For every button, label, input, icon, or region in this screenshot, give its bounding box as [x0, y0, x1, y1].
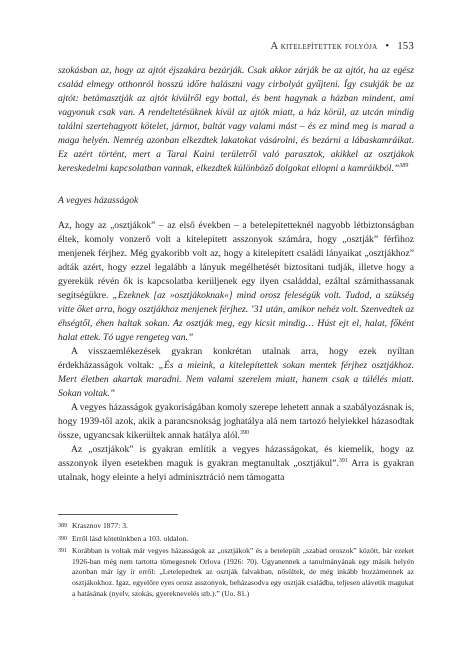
footnote [58, 546, 414, 599]
paragraph-text: Az, hogy az „osztjákok” – az első években – a betelepítetteknél nagyobb létbiztonságban éltek, komoly vonzerő volt a kitelepített asszonyok számára, hogy „osztják” férfihoz menjenek férjhez. Még gyakoribb volt az, hogy a kitelepített családi lányaikat „osztjákhoz” adták azért, hogy ezzel legalább a lányuk megélhetését biztosítani tudják, illetve hogy a gyerekük révén ők is kapcsolatba kerüljenek egy ilyen családdal, ezáltal számíthassanak segítségükre. [58, 220, 414, 301]
inline-quote: „Ezeknek [az »osztjákoknak«] mind orosz feleségük volt. Tudod, a szükség vitte őket arra, hogy osztjákhoz menjenek férjhez. ’31 után, amikor nehéz volt. Szenvedtek az éhségtől, éhen haltak sokan. Az osztják meg, egy kicsit mindig… Húst ejt el, halat, főként halat ettek. Tó ugye rengeteg van.” [58, 290, 415, 343]
paragraph [58, 443, 414, 485]
paragraph [58, 401, 414, 443]
footnote-ref: 389 [399, 162, 409, 169]
opening-quote-text: szokásban az, hogy az ajtót éjszakára bezárják. Csak akkor zárják be az ajtót, ha az egész család elmegy otthonról hosszú időre halászni vagy cirbolyát gyűjteni. Így csukják be az ajtót: betámasztják az ajtót kívülről egy bottal, és bent hagynak a házban mindent, ami vagyonuk csak van. A rendeltetésüknek kívül az ajtók miatt, a ház körül, az utcán mindig találni szertehagyott kötelet, jármot, baltát vagy valami mást – és ez mind meg is marad a maga helyén. Nemrég azonban elkezdtek lakatokat vásárolni, és bezárni a lábaskamráikat. Ez azért történt, mert a Tarai Kaini területről való parasztok, akikkel az osztjákok kereskedelmi kapcsolatban vannak, elkezdtek különböző dolgokat ellopni a kamráikból.” [58, 65, 414, 174]
footnote-rule [58, 514, 178, 515]
paragraph-text: A vegyes házasságok gyakoriságában komoly szerepe lehetett annak a szabályozásnak is, hogy 1939-től azok, akik a parancsnokság joghatálya alá nem tartozó helyiekkel házasodtak össze, ugyancsak kikerültek annak hatálya alól. [58, 402, 414, 441]
footnote-text: Erről lásd kötetünkben a 103. oldalon. [72, 533, 189, 543]
footnote [58, 534, 414, 545]
footnotes [58, 521, 414, 601]
running-header [58, 41, 414, 52]
paragraph [58, 219, 414, 345]
paragraph-text: A visszaemlékezések gyakran konkrétan utalnak arra, hogy ezek nyíltan érdekházasságok voltak: [58, 346, 414, 371]
footnote-number: 391 [58, 548, 67, 555]
page-number: 153 [397, 41, 414, 52]
paragraph [58, 345, 414, 401]
section-title: A vegyes házasságok [58, 195, 139, 206]
footnote [58, 521, 414, 532]
paragraph-text: Arra is gyakran utalnak, hogy eleinte a helyi adminisztráció nem támogatta [58, 458, 414, 483]
footnote-ref: 391 [338, 457, 348, 464]
header-separator: • [385, 41, 390, 52]
running-header-title: A kitelepítettek folyója [270, 41, 378, 52]
main-text [58, 64, 414, 485]
footnote-ref: 390 [239, 429, 249, 436]
footnote-text: Korábban is voltak már vegyes házasságok az „osztjákok” és a betelepült „szabad oroszok” között, bár ezeket 1926-ban még nem tartotta tömegesnek Orlova (1926: 70). Ugyanennek a tanulmányának egy másik helyén azonban már így ír erről: „Letelepedtek az osztják falvakban, nősültek, de még inkább hozzámennek az osztjákokhoz. Igaz, egyelőre eyes orosz asszonyok, beházasodva egy osztják családba, teljesen alávetik magukat a hatásának (nyelv, szokás, gyereknevelés stb.).” (Uo. 81.) [72, 546, 415, 598]
footnote-number: 389 [58, 523, 67, 529]
inline-quote: „És a mieink, a kitelepítettek sokan mentek férjhez osztjákhoz. Mert életben akartak maradni. Nem valami szerelem miatt, hanem csak a túlélés miatt. Sokan voltak.” [58, 360, 414, 399]
footnote-text: Krasznov 1877: 3. [72, 521, 128, 530]
footnote-number: 390 [58, 535, 67, 542]
paragraph-text: Az „osztjákok” is gyakran említik a vegyes házasságokat, és kiemelik, hogy az asszonyok ilyen esetekben maguk is gyakran megtanultak „osztjákul”. [58, 444, 414, 469]
opening-quote [58, 64, 414, 176]
